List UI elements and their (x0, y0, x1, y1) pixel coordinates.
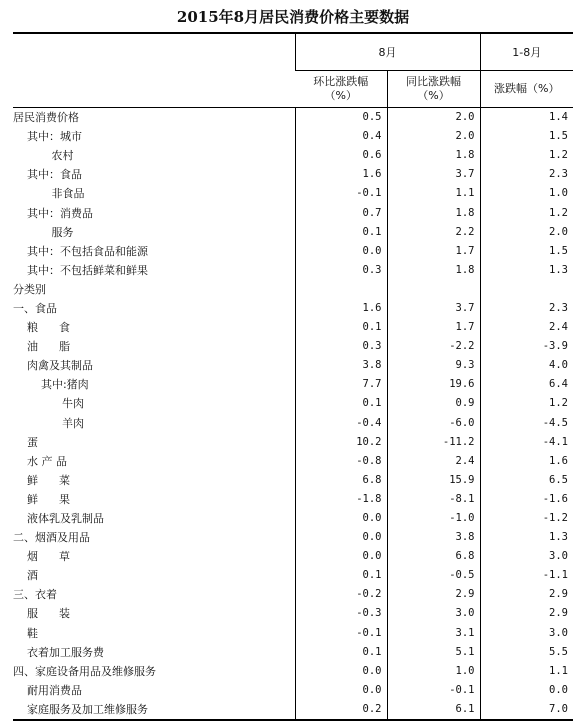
header-col-yoy-label: 同比涨跌幅 (406, 75, 461, 88)
cell-mom: -0.4 (295, 414, 387, 433)
cell-ytd (480, 280, 573, 299)
row-label: 烟 草 (13, 550, 70, 564)
cell-yoy: 2.2 (387, 223, 480, 242)
cell-ytd: 1.5 (480, 127, 573, 146)
table-body (13, 108, 573, 721)
cell-yoy: 1.8 (387, 261, 480, 280)
cell-yoy: 1.8 (387, 203, 480, 222)
cell-ytd: -4.5 (480, 414, 573, 433)
cell-mom: 0.0 (295, 242, 387, 261)
cell-ytd: 1.3 (480, 261, 573, 280)
table-row (13, 681, 573, 700)
table-row (13, 643, 573, 662)
table-row (13, 585, 573, 604)
cell-ytd: 0.0 (480, 681, 573, 700)
cell-mom: 7.7 (295, 375, 387, 394)
cell-yoy: 2.0 (387, 108, 480, 128)
cell-mom: 0.1 (295, 566, 387, 585)
cell-mom: -0.1 (295, 624, 387, 643)
table-row (13, 471, 573, 490)
cell-mom: 0.3 (295, 337, 387, 356)
row-label: 耐用消费品 (13, 683, 82, 697)
cell-mom: 0.1 (295, 643, 387, 662)
table-row (13, 394, 573, 413)
header-col-mom-unit: （%） (324, 89, 357, 102)
cell-yoy: -2.2 (387, 337, 480, 356)
cell-mom: -1.8 (295, 490, 387, 509)
header-col-yoy-unit: （%） (417, 89, 450, 102)
cell-mom: 6.8 (295, 471, 387, 490)
cell-mom (295, 280, 387, 299)
row-label: 四、家庭设备用品及维修服务 (13, 664, 156, 678)
row-label: 农村 (13, 149, 74, 163)
table-row (13, 509, 573, 528)
table-row (13, 203, 573, 222)
cpi-table (13, 32, 573, 721)
cell-ytd: 1.3 (480, 528, 573, 547)
row-label: 酒 (13, 569, 38, 583)
cell-yoy: -1.0 (387, 509, 480, 528)
row-label: 家庭服务及加工维修服务 (13, 702, 148, 716)
cell-yoy: 6.8 (387, 547, 480, 566)
header-col-ytd (480, 71, 573, 108)
header-blank (13, 33, 295, 108)
cell-ytd: 2.9 (480, 585, 573, 604)
row-label: 鲜 果 (13, 492, 70, 506)
cell-mom: 0.0 (295, 509, 387, 528)
table-row (13, 146, 573, 165)
cell-ytd: -3.9 (480, 337, 573, 356)
header-col-ytd-label: 涨跌幅（%） (494, 82, 560, 95)
table-row (13, 223, 573, 242)
cell-yoy: 3.7 (387, 299, 480, 318)
cell-mom: 0.0 (295, 681, 387, 700)
cell-yoy: 19.6 (387, 375, 480, 394)
header-col-yoy (387, 71, 480, 108)
row-label: 衣着加工服务费 (13, 645, 104, 659)
cell-yoy: -11.2 (387, 433, 480, 452)
table-row (13, 261, 573, 280)
row-label: 其中：城市 (13, 130, 82, 144)
cell-yoy: 3.7 (387, 165, 480, 184)
cell-yoy: 3.0 (387, 604, 480, 623)
cell-yoy: 9.3 (387, 356, 480, 375)
cell-mom: 0.5 (295, 108, 387, 128)
table-row (13, 452, 573, 471)
cell-yoy: 1.7 (387, 318, 480, 337)
table-row (13, 414, 573, 433)
header-group-month: 8月 (295, 33, 480, 71)
row-label: 液体乳及乳制品 (13, 512, 104, 526)
cell-ytd: 7.0 (480, 700, 573, 720)
cell-yoy: 2.4 (387, 452, 480, 471)
row-label: 鲜 菜 (13, 473, 70, 487)
cell-mom: 10.2 (295, 433, 387, 452)
cell-ytd: 1.2 (480, 146, 573, 165)
header-row-groups (13, 33, 573, 71)
cell-ytd: -1.1 (480, 566, 573, 585)
cell-mom: -0.3 (295, 604, 387, 623)
cell-ytd: 1.2 (480, 203, 573, 222)
cell-ytd: 6.5 (480, 471, 573, 490)
row-label: 肉禽及其制品 (13, 359, 93, 373)
cell-mom: 0.1 (295, 394, 387, 413)
page-title: 2015年8月居民消费价格主要数据 (176, 8, 410, 26)
cell-mom: 0.1 (295, 223, 387, 242)
table-row (13, 375, 573, 394)
cell-mom: 0.0 (295, 662, 387, 681)
cell-yoy: 5.1 (387, 643, 480, 662)
cell-ytd: 2.9 (480, 604, 573, 623)
row-label: 非食品 (13, 187, 85, 201)
cell-mom: 1.6 (295, 299, 387, 318)
cell-ytd: 1.4 (480, 108, 573, 128)
cell-mom: -0.1 (295, 184, 387, 203)
table-row (13, 662, 573, 681)
cell-mom: -0.8 (295, 452, 387, 471)
cell-mom: 0.3 (295, 261, 387, 280)
cell-yoy: 15.9 (387, 471, 480, 490)
cell-mom: 0.0 (295, 547, 387, 566)
cell-ytd: 5.5 (480, 643, 573, 662)
cell-yoy: 0.9 (387, 394, 480, 413)
row-label: 牛肉 (13, 397, 84, 411)
cell-yoy: 3.1 (387, 624, 480, 643)
cell-ytd: 6.4 (480, 375, 573, 394)
cell-yoy: 1.8 (387, 146, 480, 165)
cell-ytd: 1.2 (480, 394, 573, 413)
cell-ytd: -1.6 (480, 490, 573, 509)
cell-mom: 0.7 (295, 203, 387, 222)
cell-ytd: 4.0 (480, 356, 573, 375)
cell-yoy: 1.7 (387, 242, 480, 261)
row-label: 鞋 (13, 626, 38, 640)
table-row (13, 528, 573, 547)
table-row (13, 242, 573, 261)
table-row (13, 700, 573, 720)
table-row (13, 127, 573, 146)
cell-ytd: -1.2 (480, 509, 573, 528)
table-row (13, 433, 573, 452)
row-label: 油 脂 (13, 340, 70, 354)
row-label: 蛋 (13, 435, 38, 449)
cell-ytd: 2.3 (480, 165, 573, 184)
table-row (13, 165, 573, 184)
row-label: 分类别 (13, 282, 46, 296)
table-row (13, 566, 573, 585)
cell-yoy: -0.1 (387, 681, 480, 700)
cell-ytd: 2.4 (480, 318, 573, 337)
cell-ytd: 2.0 (480, 223, 573, 242)
row-label: 二、烟酒及用品 (13, 531, 90, 545)
table-row (13, 356, 573, 375)
cell-yoy: 3.8 (387, 528, 480, 547)
row-label: 一、食品 (13, 301, 57, 315)
table-row (13, 624, 573, 643)
row-label: 居民消费价格 (13, 111, 79, 125)
row-label: 其中：食品 (13, 168, 82, 182)
cell-yoy: 2.9 (387, 585, 480, 604)
table-row (13, 184, 573, 203)
cell-mom: 0.1 (295, 318, 387, 337)
cell-ytd: 1.5 (480, 242, 573, 261)
cell-yoy: 6.1 (387, 700, 480, 720)
table-row (13, 318, 573, 337)
cell-yoy: -0.5 (387, 566, 480, 585)
row-label: 服 装 (13, 607, 70, 621)
table-row (13, 604, 573, 623)
cell-mom: 0.0 (295, 528, 387, 547)
cell-mom: 3.8 (295, 356, 387, 375)
table-row (13, 490, 573, 509)
row-label: 粮 食 (13, 321, 70, 335)
table-row (13, 299, 573, 318)
cell-mom: 0.4 (295, 127, 387, 146)
table-row (13, 547, 573, 566)
row-label: 羊肉 (13, 416, 84, 430)
cell-ytd: 3.0 (480, 624, 573, 643)
row-label: 其中：消费品 (13, 206, 93, 220)
row-label: 水 产 品 (13, 454, 67, 468)
cell-mom: 1.6 (295, 165, 387, 184)
cell-ytd: 1.1 (480, 662, 573, 681)
row-label: 其中：不包括食品和能源 (13, 244, 148, 258)
header-col-mom (295, 71, 387, 108)
cell-yoy (387, 280, 480, 299)
cell-mom: 0.6 (295, 146, 387, 165)
row-label: 其中：不包括鲜菜和鲜果 (13, 263, 148, 277)
cell-ytd: 1.6 (480, 452, 573, 471)
header-col-mom-label: 环比涨跌幅 (313, 75, 369, 88)
row-label: 其中:猪肉 (13, 378, 89, 392)
cell-yoy: 2.0 (387, 127, 480, 146)
cell-yoy: 1.0 (387, 662, 480, 681)
row-label: 服务 (13, 225, 74, 239)
row-label: 三、衣着 (13, 588, 57, 602)
header-group-ytd: 1-8月 (480, 33, 573, 71)
cell-mom: 0.2 (295, 700, 387, 720)
table-row (13, 337, 573, 356)
table-row (13, 108, 573, 128)
cell-yoy: 1.1 (387, 184, 480, 203)
table-row (13, 280, 573, 299)
cell-ytd: 2.3 (480, 299, 573, 318)
cell-ytd: 3.0 (480, 547, 573, 566)
cell-ytd: -4.1 (480, 433, 573, 452)
cell-yoy: -6.0 (387, 414, 480, 433)
cell-yoy: -8.1 (387, 490, 480, 509)
cell-ytd: 1.0 (480, 184, 573, 203)
cell-mom: -0.2 (295, 585, 387, 604)
